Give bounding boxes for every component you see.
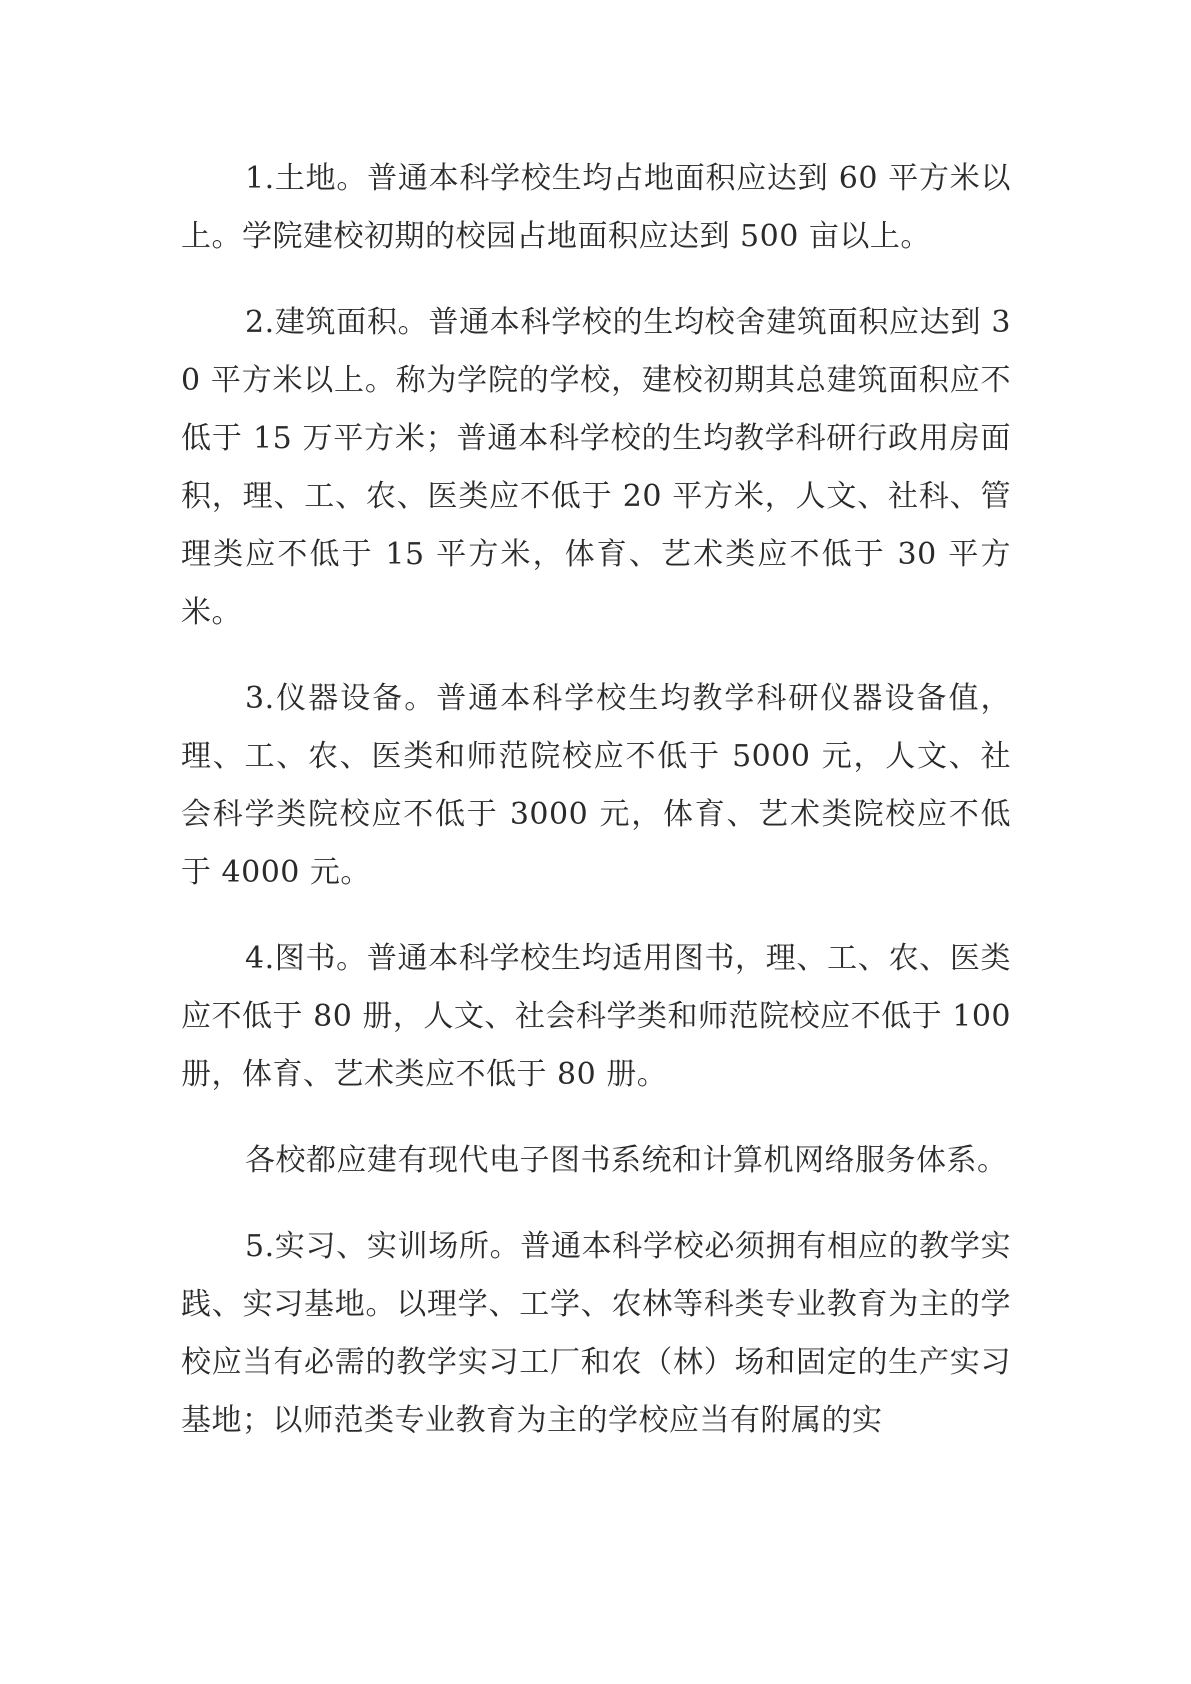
paragraph-equipment: 3.仪器设备。普通本科学校生均教学科研仪器设备值，理、工、农、医类和师范院校应不低于 5000 元，人文、社会科学类院校应不低于 3000 元，体育、艺术类院校应不低于 4000 元。: [181, 681, 1011, 890]
paragraph-practice-sites: 5.实习、实训场所。普通本科学校必须拥有相应的教学实践、实习基地。以理学、工学、农林等科类专业教育为主的学校应当有必需的教学实习工厂和农（林）场和固定的生产实习基地；以师范类专业教育为主的学校应当有附属的实: [181, 1229, 1011, 1438]
paragraph-building-area: 2.建筑面积。普通本科学校的生均校舍建筑面积应达到 30 平方米以上。称为学院的学校，建校初期其总建筑面积应不低于 15 万平方米；普通本科学校的生均教学科研行政用房面积，理、工、农、医类应不低于 20 平方米，人文、社科、管理类应不低于 15 平方米，体育、艺术类应不低于 30 平方米。: [181, 305, 1011, 630]
paragraph-land: 1.土地。普通本科学校生均占地面积应达到 60 平方米以上。学院建校初期的校园占地面积应达到 500 亩以上。: [181, 161, 1011, 254]
paragraph-books: 4.图书。普通本科学校生均适用图书，理、工、农、医类应不低于 80 册，人文、社会科学类和师范院校应不低于 100 册，体育、艺术类应不低于 80 册。: [181, 941, 1011, 1092]
paragraph-digital-library: 各校都应建有现代电子图书系统和计算机网络服务体系。: [245, 1143, 1008, 1178]
document-body: [181, 150, 1011, 1450]
